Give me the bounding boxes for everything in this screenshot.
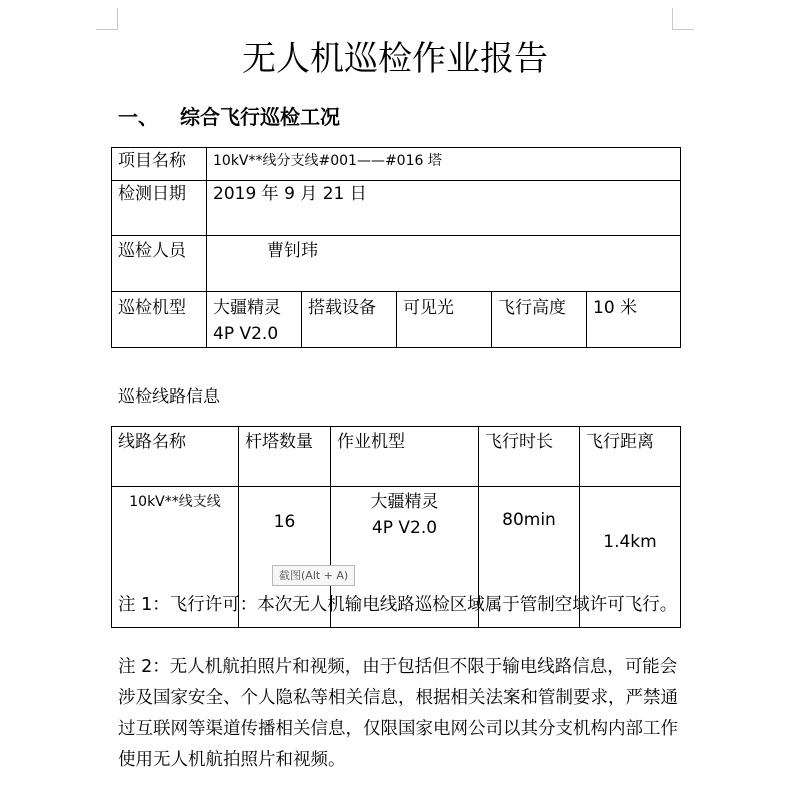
model-label: 巡检机型: [112, 292, 207, 348]
equipment-label: 搭载设备: [302, 292, 397, 348]
note-1: 注 1：飞行许可：本次无人机输电线路巡检区域属于管制空域许可飞行。: [118, 595, 678, 615]
date-value: 2019 年 9 月 21 日: [207, 181, 681, 236]
header-tower-count: 杆塔数量: [239, 427, 331, 487]
header-drone-model: 作业机型: [331, 427, 479, 487]
document-title: 无人机巡检作业报告: [242, 39, 548, 79]
altitude-value: 10 米: [587, 292, 681, 348]
cell-tower-count: 16: [239, 487, 331, 628]
work-condition-table: [111, 147, 681, 348]
date-label: 检测日期: [112, 181, 207, 236]
cell-drone-model: 大疆精灵 4P V2.0: [331, 487, 479, 628]
project-value: 10kV**线分支线#001——#016 塔: [207, 148, 681, 181]
equipment-value: 可见光: [397, 292, 492, 348]
crop-mark-left-horizontal: [96, 29, 118, 30]
screenshot-tooltip: 截图(Alt + A): [272, 565, 355, 586]
note-2: 注 2：无人机航拍照片和视频，由于包括但不限于输电线路信息，可能会涉及国家安全、个人隐私等相关信息，根据相关法案和管制要求，严禁通过互联网等渠道传播相关信息，仅限国家电网公司以其分支机构内部工作使用无人机航拍照片和视频。: [118, 657, 678, 770]
section-number: 一、: [118, 105, 158, 129]
section-label: 综合飞行巡检工况: [180, 105, 340, 129]
model-value: 大疆精灵 4P V2.0: [207, 292, 302, 348]
cell-line-name: 10kV**线支线: [112, 487, 239, 628]
altitude-label: 飞行高度: [492, 292, 587, 348]
header-flight-duration: 飞行时长: [479, 427, 580, 487]
inspector-label: 巡检人员: [112, 236, 207, 292]
header-line-name: 线路名称: [112, 427, 239, 487]
crop-mark-right-vertical: [672, 8, 673, 30]
crop-mark-left-vertical: [117, 8, 118, 30]
cell-flight-duration: 80min: [479, 487, 580, 628]
section-heading: [118, 103, 340, 131]
cell-flight-distance: 1.4km: [580, 487, 681, 628]
inspector-value: 曹钊玮: [207, 236, 681, 292]
crop-mark-right-horizontal: [672, 29, 694, 30]
line-info-title: 巡检线路信息: [118, 387, 220, 407]
header-flight-distance: 飞行距离: [580, 427, 681, 487]
project-label: 项目名称: [112, 148, 207, 181]
